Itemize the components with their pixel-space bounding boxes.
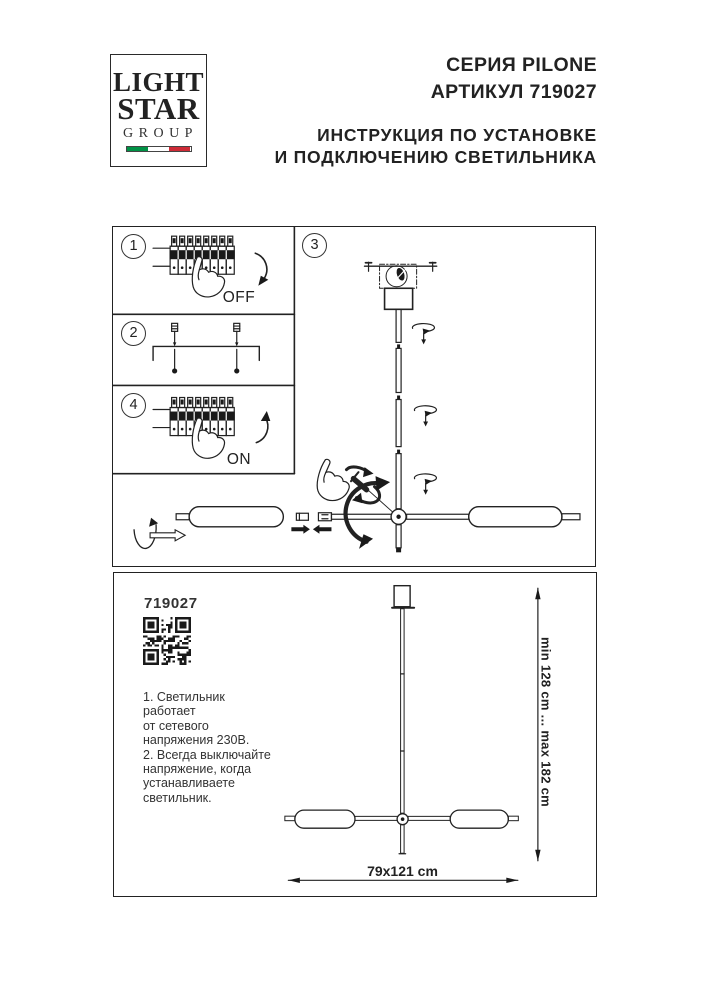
- note-line: 2. Всегда выключайте: [143, 747, 271, 762]
- header-title-block: [250, 52, 597, 168]
- step3-assembly-illustration: [365, 262, 437, 509]
- arm-assembly-illustration: [134, 458, 580, 552]
- width-dimension-label: 79x121 cm: [367, 863, 438, 879]
- installation-diagram: [113, 227, 595, 566]
- qr-modules: [143, 617, 191, 665]
- off-label: OFF: [222, 289, 256, 306]
- step1-breaker-off-illustration: [153, 236, 268, 297]
- instruction-title-line1: ИНСТРУКЦИЯ ПО УСТАНОВКЕ: [317, 125, 597, 145]
- note-line: светильник.: [143, 790, 212, 805]
- note-line: работает: [143, 704, 196, 719]
- qr-code: [143, 617, 191, 665]
- step3-number: 3: [302, 233, 327, 258]
- logo-word-group: GROUP: [123, 126, 198, 141]
- series-title: СЕРИЯ PILONE: [446, 54, 597, 76]
- note-line: 1. Светильник: [143, 690, 225, 704]
- flag-white-stripe: [148, 147, 169, 151]
- logo-word-light: LIGHT: [112, 67, 205, 97]
- step2-bracket-illustration: [153, 323, 259, 373]
- flag-green-stripe: [127, 147, 148, 151]
- instruction-title: [250, 125, 597, 168]
- installation-steps-panel: [112, 226, 596, 567]
- step4-breaker-on-illustration: [153, 398, 270, 459]
- usage-notes: [143, 690, 283, 805]
- assembled-lamp-drawing: [285, 586, 518, 854]
- product-summary-panel: [113, 572, 597, 897]
- article-number: 719027: [144, 595, 198, 612]
- italian-flag-icon: [126, 146, 192, 152]
- on-label: ON: [226, 451, 252, 468]
- article-title: АРТИКУЛ 719027: [430, 81, 597, 103]
- step2-number: 2: [121, 321, 146, 346]
- note-line: напряжение, когда: [143, 762, 252, 777]
- logo-word-star: STAR: [117, 91, 200, 126]
- note-line: устанавливаете: [143, 776, 235, 791]
- note-line: напряжения 230В.: [143, 733, 250, 748]
- instruction-title-line2: И ПОДКЛЮЧЕНИЮ СВЕТИЛЬНИКА: [274, 146, 597, 167]
- height-dimension-label: min 128 cm ... max 182 cm: [538, 636, 554, 808]
- lightstar-logo: [110, 54, 207, 167]
- step1-number: 1: [121, 234, 146, 259]
- flag-red-stripe: [169, 147, 190, 151]
- note-line: от сетевого: [143, 718, 209, 733]
- step4-number: 4: [121, 393, 146, 418]
